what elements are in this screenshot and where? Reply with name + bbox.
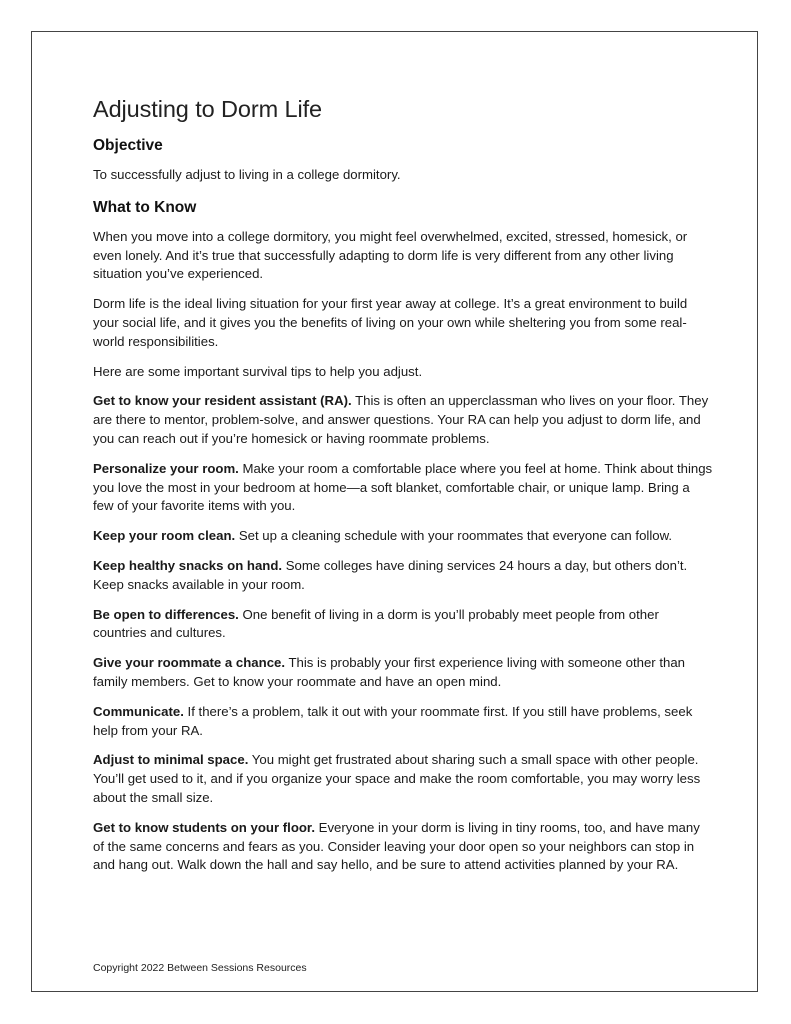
objective-text: To successfully adjust to living in a college dormitory. <box>93 167 401 182</box>
tip-lead: Get to know your resident assistant (RA). <box>93 393 352 409</box>
tip-lead: Be open to differences. <box>93 606 239 622</box>
tip-paragraph <box>93 557 713 595</box>
tip-body: Make your room a comfortable place where you feel at home. Think about things you love the most in your bedroom at home—a soft blanket, comfortable chair, or unique lamp. Bring a few of your favorite items with you. <box>93 460 713 514</box>
tip-body: If there’s a problem, talk it out with your roommate first. If you still have problems, seek help from your RA. <box>93 703 693 738</box>
tip-body: Everyone in your dorm is living in tiny rooms, too, and have many of the same concerns and fears as you. Consider leaving your door open so your neighbors can stop in and hang out. Walk down the hall and say hello, and be sure to attend activities planned by your RA. <box>93 819 700 873</box>
tip-paragraph <box>93 606 713 644</box>
tip-paragraph <box>93 654 713 692</box>
tip-body: One benefit of living in a dorm is you’ll probably meet people from other countries and cultures. <box>93 606 659 641</box>
tip-paragraph <box>93 392 713 448</box>
tip-lead: Communicate. <box>93 703 184 719</box>
tip-lead: Personalize your room. <box>93 460 239 476</box>
intro-paragraph: Dorm life is the ideal living situation for your first year away at college. It’s a great environment to build your social life, and it gives you the benefits of living on your own while sheltering you from some real-world responsibilities. <box>93 296 688 349</box>
tip-paragraph <box>93 703 713 741</box>
tip-paragraph <box>93 819 713 875</box>
document-body <box>93 94 713 886</box>
document-title: Adjusting to Dorm Life <box>93 96 322 122</box>
tip-body: Some colleges have dining services 24 hours a day, but others don’t. Keep snacks available in your room. <box>93 557 688 592</box>
objective-heading: Objective <box>93 137 163 154</box>
intro-paragraph: When you move into a college dormitory, you might feel overwhelmed, excited, stressed, homesick, or even lonely. And it’s true that successfully adapting to dorm life is very different from any other living situation you’ve experienced. <box>93 228 688 282</box>
tip-lead: Give your roommate a chance. <box>93 655 286 671</box>
tip-paragraph <box>93 460 713 516</box>
tip-lead: Adjust to minimal space. <box>93 752 249 768</box>
tip-lead: Keep healthy snacks on hand. <box>93 557 283 573</box>
tip-body: You might get frustrated about sharing such a small space with other people. You’ll get used to it, and if you organize your space and make the room comfortable, you may worry less about the small size. <box>93 752 701 805</box>
copyright-footer: Copyright 2022 Between Sessions Resources <box>93 962 307 974</box>
what-to-know-heading: What to Know <box>93 198 197 216</box>
tip-paragraph <box>93 527 713 546</box>
intro-paragraph: Here are some important survival tips to help you adjust. <box>93 363 423 379</box>
tip-lead: Keep your room clean. <box>93 528 236 544</box>
tip-body: This is often an upperclassman who lives on your floor. They are there to mentor, problem-solve, and answer questions. Your RA can help you adjust to dorm life, and you can reach out if you’re homesick or having roommate problems. <box>93 393 709 446</box>
tip-paragraph <box>93 751 713 807</box>
tip-lead: Get to know students on your floor. <box>93 819 315 835</box>
tip-body: This is probably your first experience living with someone other than family members. Get to know your roommate and have an open mind. <box>93 655 686 689</box>
tip-body: Set up a cleaning schedule with your roommates that everyone can follow. <box>235 528 673 544</box>
